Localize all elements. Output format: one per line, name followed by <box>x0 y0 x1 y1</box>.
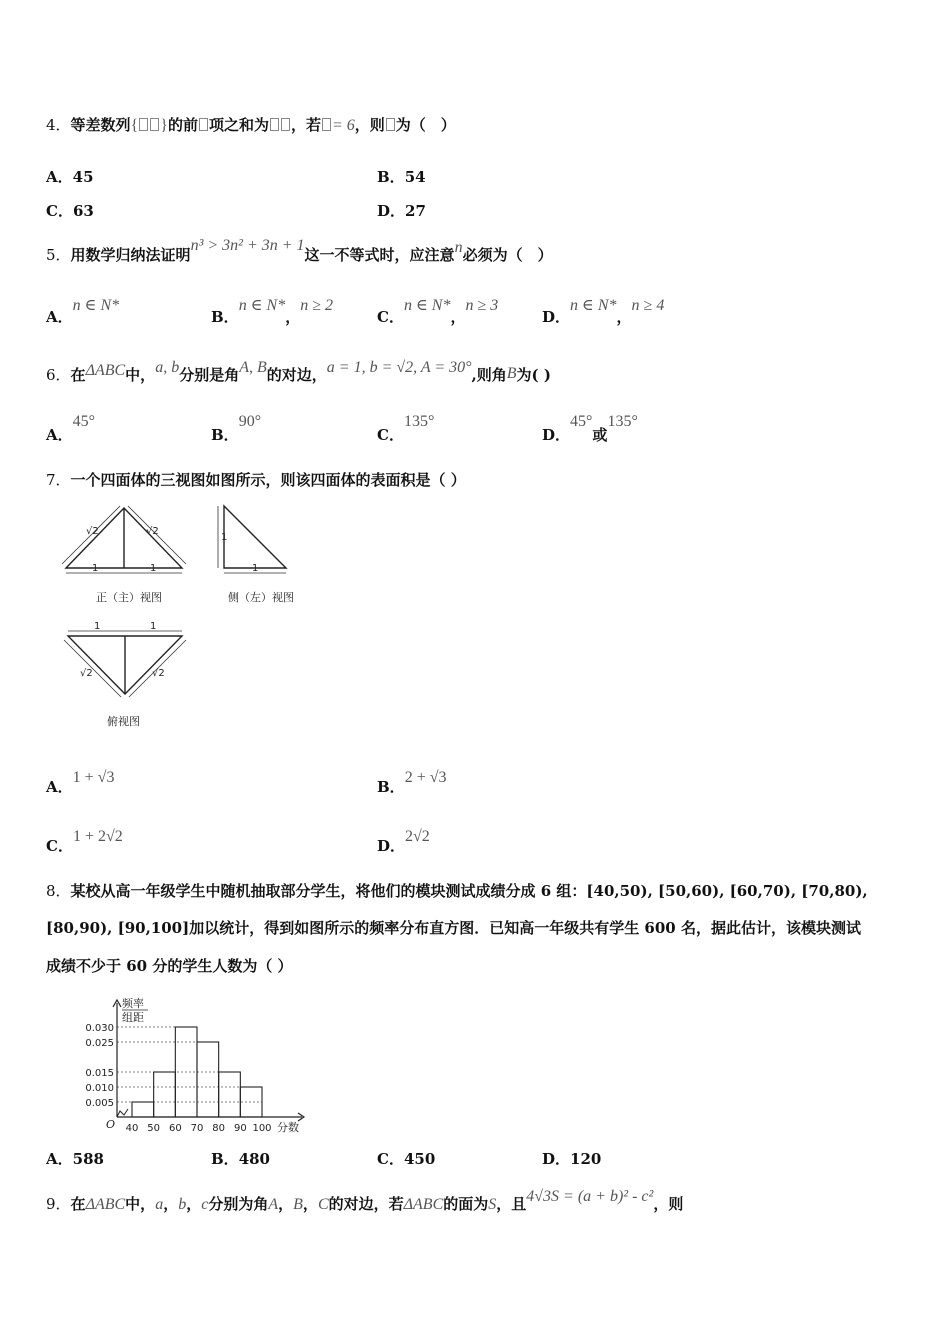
option-label: A． <box>46 1150 73 1168</box>
q4-text-e: ，则 <box>354 116 385 134</box>
frequency-histogram <box>70 995 320 1140</box>
q4-s9-placeholder <box>386 118 395 131</box>
q5-option-d[interactable]: D．n ∈ N*，n ≥ 4 <box>542 297 665 326</box>
histogram-bar-80-90 <box>219 1072 241 1117</box>
option-value: 54 <box>404 168 426 186</box>
option-set: n ∈ N* <box>238 297 286 314</box>
option-label: B． <box>211 426 239 444</box>
q9-text-d: 的对边，若 <box>328 1195 404 1213</box>
q9-triangle-2: ΔABC <box>403 1196 444 1213</box>
option-label: C． <box>377 426 404 444</box>
q9-text-a: 在 <box>70 1195 86 1213</box>
q9-number: 9． <box>46 1195 71 1213</box>
top-dim-1a: 1 <box>94 621 101 632</box>
option-value: 2 + √3 <box>404 769 447 786</box>
q4-cond: = 6 <box>331 117 355 134</box>
side-view-caption: 侧（左）视图 <box>228 591 294 604</box>
front-dim-1a: 1 <box>92 563 99 574</box>
y-tick-label: 0.010 <box>85 1083 114 1094</box>
q8-line-3: 成绩不少于 60 分的学生人数为（ ） <box>46 957 293 975</box>
question-8-line-2 <box>46 917 861 938</box>
q6-given: a = 1, b = √2, A = 30° <box>326 359 472 376</box>
option-set: n ∈ N* <box>72 297 120 314</box>
front-right-sqrt2: √2 <box>146 526 159 537</box>
option-value: 480 <box>238 1150 270 1168</box>
q7-option-d[interactable] <box>377 828 430 856</box>
option-value: 27 <box>405 202 426 220</box>
q4-option-b[interactable] <box>377 166 426 187</box>
q9-text-f: ，且 <box>496 1195 527 1213</box>
q4-option-d[interactable] <box>377 200 426 221</box>
q6-text-d: 的对边， <box>266 366 327 384</box>
q9-equation: 4√3S = (a + b)² - c² <box>526 1188 654 1205</box>
q5-option-c[interactable]: C．n ∈ N*，n ≥ 3 <box>377 297 499 326</box>
q9-angle-b: B <box>293 1196 303 1213</box>
x-tick-label: 100 <box>252 1123 272 1134</box>
question-7 <box>46 469 466 490</box>
q8-option-a[interactable] <box>46 1148 104 1169</box>
option-or: 或 <box>592 426 608 444</box>
q4-text-a: 等差数列 <box>70 116 131 134</box>
option-label: D． <box>377 202 406 220</box>
question-4 <box>46 114 456 135</box>
q4-option-a[interactable] <box>46 166 94 187</box>
option-label: D． <box>542 1150 571 1168</box>
option-value: 1 + √3 <box>72 769 115 786</box>
front-left-sqrt2: √2 <box>86 526 99 537</box>
top-dim-1b: 1 <box>150 621 157 632</box>
question-8-line-3 <box>46 955 293 976</box>
q5-option-a[interactable] <box>46 297 120 327</box>
top-view-caption: 俯视图 <box>107 715 140 728</box>
question-5 <box>46 237 553 265</box>
q7-number: 7． <box>46 471 71 489</box>
q4-text-c: 项之和为 <box>208 116 269 134</box>
q8-option-c[interactable] <box>377 1148 435 1169</box>
q9-area-s: S <box>488 1196 497 1213</box>
histogram-bar-50-60 <box>154 1072 176 1117</box>
q5-option-b[interactable]: B．n ∈ N*，n ≥ 2 <box>211 297 333 326</box>
q6-option-b[interactable] <box>211 413 262 445</box>
option-value: 120 <box>570 1150 602 1168</box>
q4-n-placeholder <box>199 118 208 131</box>
option-cond: n ≥ 3 <box>465 297 499 314</box>
option-cond: n ≥ 4 <box>631 297 665 314</box>
ylabel-top: 频率 <box>122 997 144 1010</box>
q6-triangle: ΔABC <box>85 362 126 379</box>
axis-break <box>117 1109 128 1117</box>
y-tick-label: 0.030 <box>85 1023 114 1034</box>
q5-text-c: 必须为（ ） <box>462 246 553 264</box>
option-set: n ∈ N* <box>570 297 617 314</box>
q4-seq-placeholder: { } <box>130 117 168 134</box>
x-tick-label: 80 <box>212 1123 226 1134</box>
side-height-1: 1 <box>221 532 228 543</box>
q4-text-f: 为（ ） <box>395 116 456 134</box>
q9-side-c: c <box>201 1196 209 1213</box>
side-dim-1: 1 <box>252 563 259 574</box>
q6-option-a[interactable] <box>46 413 96 445</box>
q4-number: 4． <box>46 116 71 134</box>
option-label: B． <box>377 778 405 796</box>
question-8-line-1 <box>46 880 868 901</box>
option-label: C． <box>377 308 404 326</box>
q6-option-d[interactable] <box>542 413 638 445</box>
q4-sn-placeholder <box>270 118 279 131</box>
option-label: A． <box>46 308 73 326</box>
option-value-2: 135° <box>607 413 638 430</box>
top-left-sqrt2: √2 <box>80 668 93 679</box>
q7-option-b[interactable] <box>377 769 447 797</box>
y-tick-label: 0.025 <box>85 1038 114 1049</box>
q6-text-a: 在 <box>70 366 86 384</box>
option-value: 135° <box>403 413 435 430</box>
option-set: n ∈ N* <box>403 297 451 314</box>
q9-triangle: ΔABC <box>85 1196 126 1213</box>
option-value: 588 <box>72 1150 104 1168</box>
q5-text-b: 这一不等式时，应注意 <box>304 246 455 264</box>
option-label: A． <box>46 168 73 186</box>
q6-angles: A, B <box>239 359 267 376</box>
q8-number: 8． <box>46 882 71 900</box>
q7-option-a[interactable] <box>46 769 115 797</box>
q9-text-g: ，则 <box>653 1195 684 1213</box>
q9-text-c: 分别为角 <box>208 1195 269 1213</box>
ylabel-bottom: 组距 <box>122 1011 144 1024</box>
x-tick-label: 40 <box>125 1123 139 1134</box>
q9-text-b: 中， <box>125 1195 156 1213</box>
q6-text-e: ,则角 <box>471 366 507 384</box>
q6-text-b: 中， <box>125 366 156 384</box>
q8-line-2: [80,90), [90,100]加以统计，得到如图所示的频率分布直方图．已知高一年级共有学生 600 名，据此估计，该模块测试 <box>46 919 861 937</box>
option-label: B． <box>211 1150 239 1168</box>
question-6 <box>46 359 551 385</box>
histogram-bar-70-80 <box>197 1042 219 1117</box>
x-tick-label: 60 <box>168 1123 182 1134</box>
q6-text-f: 为( ) <box>516 366 551 384</box>
option-label: C． <box>46 202 73 220</box>
q6-sides: a, b <box>155 359 180 376</box>
option-value: 45° <box>570 413 593 430</box>
xlabel: 分数 <box>277 1121 299 1134</box>
q8-option-d[interactable] <box>542 1148 601 1169</box>
q9-side-b: b <box>178 1196 187 1213</box>
option-label: C． <box>377 1150 404 1168</box>
q6-option-c[interactable] <box>377 413 435 445</box>
top-right-sqrt2: √2 <box>152 668 165 679</box>
y-tick-label: 0.015 <box>85 1068 114 1079</box>
q7-text: 一个四面体的三视图如图所示，则该四面体的表面积是（ ） <box>70 471 466 489</box>
three-view-figure <box>60 498 310 733</box>
option-label: D． <box>377 837 406 855</box>
option-label: B． <box>377 168 405 186</box>
q5-inequality: n³ > 3n² + 3n + 1 <box>190 237 305 254</box>
option-value: 2√2 <box>405 828 430 845</box>
q6-target: B <box>506 365 517 382</box>
option-label: B． <box>211 308 239 326</box>
x-tick-label: 50 <box>147 1123 161 1134</box>
option-label: D． <box>542 308 571 326</box>
question-9: 9．在ΔABC中，a，b，c分别为角A，B，C的对边，若ΔABC的面为S，且4√3S = (a + b)² - c²，则 <box>46 1188 684 1213</box>
y-tick-label: 0.005 <box>85 1098 114 1109</box>
option-value: 63 <box>72 202 94 220</box>
histogram-bar-40-50 <box>132 1102 154 1117</box>
option-value: 90° <box>238 413 262 430</box>
option-value: 1 + 2√2 <box>72 828 123 845</box>
option-label: A． <box>46 778 73 796</box>
q5-var: n <box>454 239 463 256</box>
x-tick-label: 90 <box>233 1123 247 1134</box>
x-tick-label: 70 <box>190 1123 204 1134</box>
q4-text-b: 的前 <box>167 116 198 134</box>
q7-option-c[interactable] <box>46 828 123 856</box>
q6-text-c: 分别是角 <box>179 366 240 384</box>
q8-line-1: 某校从高一年级学生中随机抽取部分学生，将他们的模块测试成绩分成 6 组：[40,50), [50,60), [60,70), [70,80), <box>70 882 868 900</box>
q5-text-a: 用数学归纳法证明 <box>70 246 191 264</box>
origin-label: O <box>106 1118 116 1131</box>
q4-text-d: ，若 <box>290 116 321 134</box>
front-view-caption: 正（主）视图 <box>96 591 162 604</box>
q5-number: 5． <box>46 246 71 264</box>
q6-number: 6． <box>46 366 71 384</box>
q9-text-e: 的面为 <box>443 1195 489 1213</box>
option-label: A． <box>46 426 73 444</box>
q9-angle-a: A <box>268 1196 279 1213</box>
option-value: 45° <box>72 413 96 430</box>
option-cond: n ≥ 2 <box>300 297 333 314</box>
q4-option-c[interactable] <box>46 200 94 221</box>
q8-option-b[interactable] <box>211 1148 270 1169</box>
side-view-triangle <box>224 506 286 568</box>
q9-side-a: a <box>155 1196 164 1213</box>
option-label: C． <box>46 837 73 855</box>
q9-angle-c: C <box>317 1196 329 1213</box>
front-dim-1b: 1 <box>150 563 157 574</box>
option-value: 450 <box>403 1150 436 1168</box>
option-label: D． <box>542 426 571 444</box>
option-value: 45 <box>72 168 94 186</box>
q4-a5-placeholder <box>322 118 331 131</box>
